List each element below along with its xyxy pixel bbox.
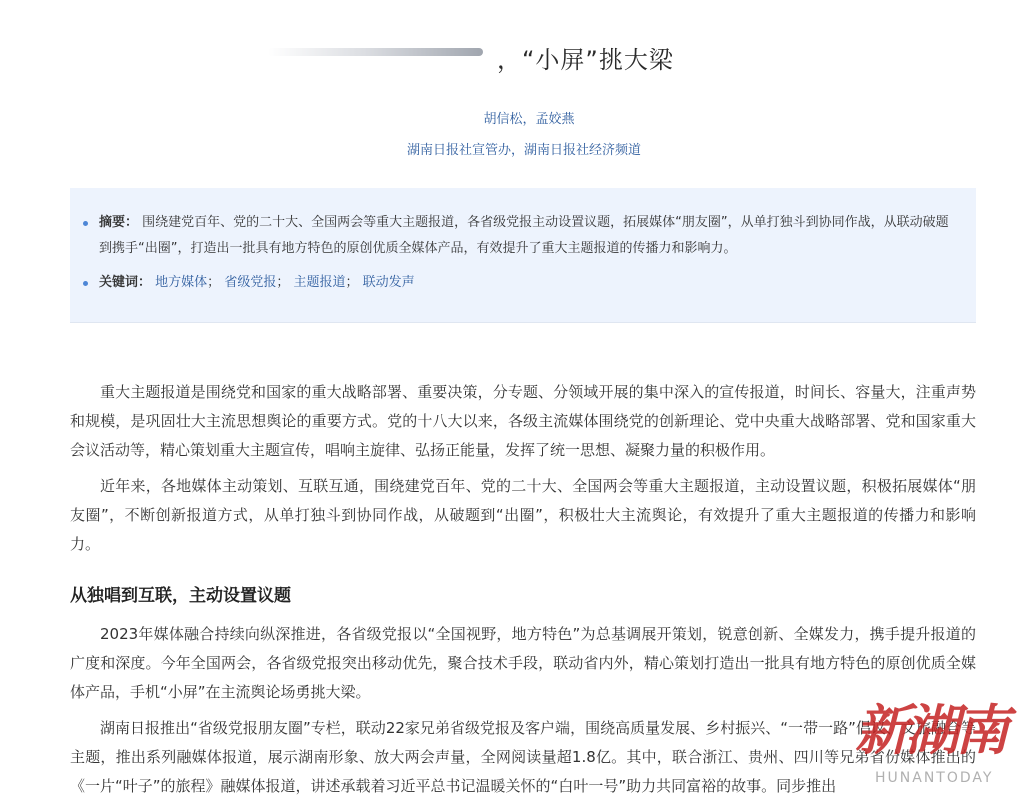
keyword-link[interactable]: 地方媒体 [155,275,208,290]
abstract-row [99,210,956,262]
keyword-link[interactable]: 省级党报 [224,275,277,290]
title-faded-segment [268,48,483,56]
body-paragraph: 湖南日报推出“省级党报朋友圈”专栏，联动22家兄弟省级党报及客户端，围绕高质量发展、乡村振兴、“一带一路”倡议、文旅融合等主题，推出系列融媒体报道，展示湖南形象、放大两会声量，全网阅读量超1.8亿。其中，联合浙江、贵州、四川等兄弟省份媒体推出的《一片“叶子”的旅程》融媒体报道，讲述承载着习近平总书记温暖关怀的“白叶一号”助力共同富裕的故事。同步推出 [70,719,976,795]
affiliation[interactable]: 湖南日报社宣管办，湖南日报社经济频道 [406,143,641,158]
keyword-link[interactable]: 联动发声 [362,275,415,290]
watermark-cn: 新湖南 [855,698,1005,762]
abstract-label: 摘要： [99,215,139,230]
body-paragraph: 2023年媒体融合持续向纵深推进，各省级党报以“全国视野，地方特色”为总基调展开策划，锐意创新、全媒发力，携手提升报道的广度和深度。今年全国两会，各省级党报突出移动优先，聚合技术手段，联动省内外，精心策划打造出一批具有地方特色的原创优质全媒体产品，手机“小屏”在主流舆论场勇挑大梁。 [70,625,976,701]
title-area [0,40,1024,80]
body-paragraph: 近年来，各地媒体主动策划、互联互通，围绕建党百年、党的二十大、全国两会等重大主题报道，主动设置议题，积极拓展媒体“朋友圈”，不断创新报道方式，从单打独斗到协同作战，从破题到“出圈”，积极壮大主流舆论，有效提升了重大主题报道的传播力和影响力。 [70,477,976,553]
bullet-icon [83,281,88,286]
keywords-label: 关键词： [99,275,152,290]
page-title: ，“小屏”挑大梁 [497,46,674,74]
watermark-en: HUNANTODAY [875,770,994,786]
watermark-logo [855,700,1024,803]
abstract-text: 围绕建党百年、党的二十大、全国两会等重大主题报道，各省级党报主动设置议题，拓展媒体“朋友圈”，从单打独斗到协同作战，从联动破题到携手“出圈”，打造出一批具有地方特色的原创优质全媒体产品，有效提升了重大主题报道的传播力和影响力。 [99,215,949,256]
section-heading: 从独唱到互联，主动设置议题 [70,586,291,606]
keyword-link[interactable]: 主题报道 [293,275,346,290]
body-paragraph: 重大主题报道是围绕党和国家的重大战略部署、重要决策，分专题、分领域开展的集中深入的宣传报道，时间长、容量大，注重声势和规模，是巩固壮大主流思想舆论的重要方式。党的十八大以来，各级主流媒体围绕党的创新理论、党中央重大战略部署、党和国家重大会议活动等，精心策划重大主题宣传，唱响主旋律、弘扬正能量，发挥了统一思想、凝聚力量的积极作用。 [70,383,976,459]
keywords-row: 关键词： 地方媒体； 省级党报； 主题报道； 联动发声 [99,270,956,296]
abstract-box [70,188,976,323]
authors[interactable]: 胡信松，孟姣燕 [483,112,575,127]
bullet-icon [83,221,88,226]
